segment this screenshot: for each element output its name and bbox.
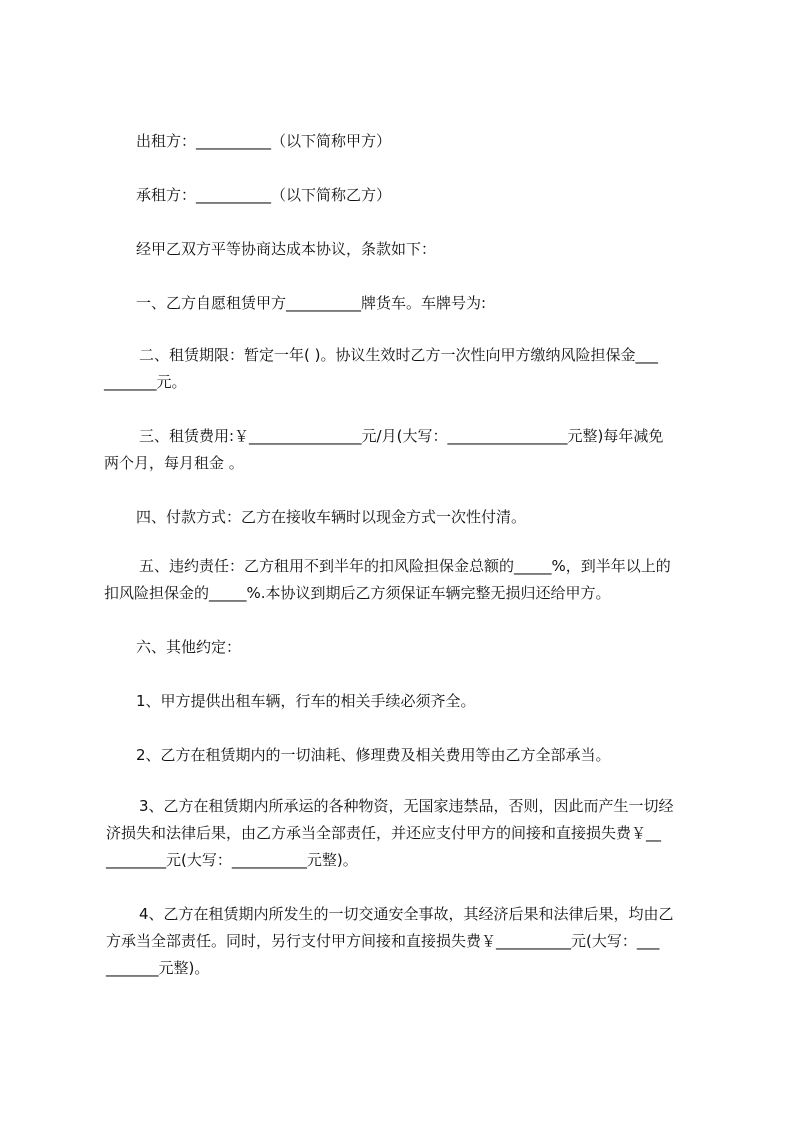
clause-5-line-1: 五、违约责任：乙方租用不到半年的扣风险担保金总额的_____%，到半年以上的: [139, 557, 671, 575]
clause-3-line-2: 两个月，每月租金 。: [104, 454, 244, 472]
item-3-line-1: 3、乙方在租赁期内所承运的各种物资，无国家违禁品，否则，因此而产生一切经: [139, 797, 674, 815]
clause-1: 一、乙方自愿租赁甲方__________牌货车。车牌号为:: [136, 294, 487, 312]
clause-2-line-1: 二、租赁期限：暂定一年( )。协议生效时乙方一次性向甲方缴纳风险担保金___: [139, 346, 658, 364]
item-3-line-3: ________元(大写：__________元整)。: [106, 851, 358, 869]
item-3-line-2: 济损失和法律后果，由乙方承当全部责任，并还应支付甲方的间接和直接损失费￥__: [106, 824, 662, 842]
intro-line: 经甲乙双方平等协商达成本协议，条款如下：: [136, 240, 437, 258]
item-4-line-2: 方承当全部责任。同时，另行支付甲方间接和直接损失费￥__________元(大写：___: [106, 932, 660, 950]
lessor-line: 出租方：__________（以下简称甲方）: [136, 132, 392, 150]
clause-3-line-1: 三、租赁费用:￥_______________元/月(大写：________________元整)每年减免: [139, 427, 664, 445]
lessee-line: 承租方：__________（以下简称乙方）: [136, 186, 392, 204]
item-4-line-3: _______元整)。: [106, 959, 210, 977]
item-2: 2、乙方在租赁期内的一切油耗、修理费及相关费用等由乙方全部承当。: [136, 746, 611, 764]
item-1: 1、甲方提供出租车辆，行车的相关手续必须齐全。: [136, 692, 476, 710]
clause-5-line-2: 扣风险担保金的_____%.本协议到期后乙方须保证车辆完整无损归还给甲方。: [104, 584, 611, 602]
clause-2-line-2: _______元。: [104, 373, 187, 391]
item-4-line-1: 4、乙方在租赁期内所发生的一切交通安全事故，其经济后果和法律后果，均由乙: [139, 905, 674, 923]
clause-6-heading: 六、其他约定：: [136, 638, 242, 656]
clause-4: 四、付款方式：乙方在接收车辆时以现金方式一次性付清。: [136, 508, 527, 526]
